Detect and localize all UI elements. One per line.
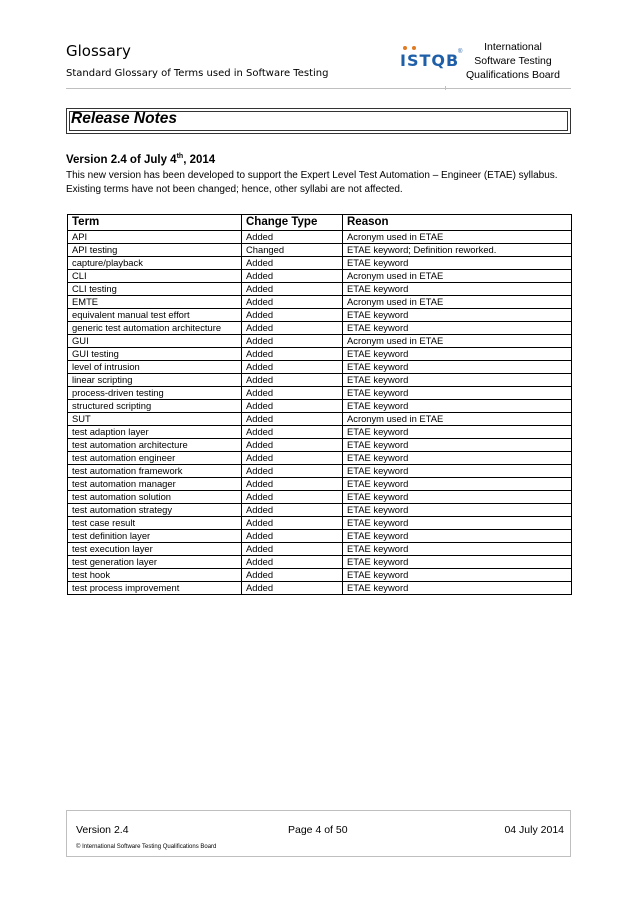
table-row xyxy=(68,322,572,335)
cell-term: test case result xyxy=(68,517,242,530)
org-name xyxy=(455,40,571,82)
footer-date: 04 July 2014 xyxy=(504,824,564,836)
cell-term: level of intrusion xyxy=(68,361,242,374)
logo-registered-mark: ® xyxy=(458,49,463,55)
cell-change-type: Added xyxy=(242,582,343,595)
cell-reason: Acronym used in ETAE xyxy=(343,231,572,244)
header-divider xyxy=(66,88,571,89)
release-notes-table xyxy=(67,214,572,595)
header-subtitle: Standard Glossary of Terms used in Software Testing xyxy=(66,68,329,79)
cell-reason: ETAE keyword xyxy=(343,530,572,543)
footer-version: Version 2.4 xyxy=(76,824,129,836)
footer-page-number: Page 4 of 50 xyxy=(288,824,348,836)
cell-reason: ETAE keyword xyxy=(343,309,572,322)
table-row xyxy=(68,361,572,374)
table-row xyxy=(68,556,572,569)
cell-change-type: Added xyxy=(242,387,343,400)
cell-reason: ETAE keyword xyxy=(343,257,572,270)
footer xyxy=(66,810,571,857)
table-row xyxy=(68,465,572,478)
cell-reason: ETAE keyword xyxy=(343,465,572,478)
cell-term: CLI xyxy=(68,270,242,283)
footer-copyright: © International Software Testing Qualifications Board xyxy=(76,844,217,850)
cell-change-type: Added xyxy=(242,504,343,517)
version-heading-prefix: Version 2.4 of July 4 xyxy=(66,153,177,166)
cell-reason: ETAE keyword xyxy=(343,491,572,504)
cell-reason: ETAE keyword xyxy=(343,582,572,595)
org-line: Qualifications Board xyxy=(466,69,560,81)
version-heading-suffix: , 2014 xyxy=(183,153,216,166)
cell-term: API testing xyxy=(68,244,242,257)
table-row xyxy=(68,452,572,465)
org-line: Software Testing xyxy=(474,55,552,67)
cell-change-type: Added xyxy=(242,322,343,335)
cell-reason: ETAE keyword xyxy=(343,543,572,556)
cell-change-type: Added xyxy=(242,257,343,270)
table-row xyxy=(68,283,572,296)
table-header-row xyxy=(68,215,572,231)
table-row xyxy=(68,543,572,556)
cell-reason: Acronym used in ETAE xyxy=(343,335,572,348)
table-row xyxy=(68,244,572,257)
cell-change-type: Added xyxy=(242,426,343,439)
cell-change-type: Added xyxy=(242,465,343,478)
cell-reason: ETAE keyword xyxy=(343,426,572,439)
cell-term: test adaption layer xyxy=(68,426,242,439)
cell-reason: ETAE keyword xyxy=(343,478,572,491)
version-heading-sup: th xyxy=(176,153,184,160)
cell-term: capture/playback xyxy=(68,257,242,270)
cell-term: SUT xyxy=(68,413,242,426)
table-body xyxy=(68,231,572,595)
column-header-reason: Reason xyxy=(343,215,572,231)
logo-wordmark: ISTQB xyxy=(400,51,460,70)
cell-reason: ETAE keyword xyxy=(343,504,572,517)
cell-change-type: Added xyxy=(242,413,343,426)
table-row xyxy=(68,413,572,426)
cell-reason: Acronym used in ETAE xyxy=(343,296,572,309)
cell-change-type: Added xyxy=(242,335,343,348)
cell-change-type: Added xyxy=(242,556,343,569)
table-row xyxy=(68,231,572,244)
table-row xyxy=(68,504,572,517)
cell-reason: Acronym used in ETAE xyxy=(343,413,572,426)
cell-term: process-driven testing xyxy=(68,387,242,400)
cell-term: test automation strategy xyxy=(68,504,242,517)
cell-change-type: Added xyxy=(242,309,343,322)
cell-term: test process improvement xyxy=(68,582,242,595)
cell-change-type: Added xyxy=(242,439,343,452)
cell-reason: ETAE keyword xyxy=(343,361,572,374)
cell-term: equivalent manual test effort xyxy=(68,309,242,322)
table-row xyxy=(68,517,572,530)
cell-reason: ETAE keyword xyxy=(343,556,572,569)
version-heading xyxy=(66,153,215,166)
cell-term: test execution layer xyxy=(68,543,242,556)
cell-change-type: Added xyxy=(242,543,343,556)
section-title: Release Notes xyxy=(71,110,177,127)
cell-change-type: Added xyxy=(242,270,343,283)
cell-term: test generation layer xyxy=(68,556,242,569)
cell-change-type: Added xyxy=(242,231,343,244)
release-notes-table-wrap xyxy=(67,214,571,595)
cell-change-type: Added xyxy=(242,569,343,582)
cell-term: GUI testing xyxy=(68,348,242,361)
cell-change-type: Added xyxy=(242,374,343,387)
cell-change-type: Added xyxy=(242,361,343,374)
table-row xyxy=(68,439,572,452)
table-row xyxy=(68,309,572,322)
cell-reason: ETAE keyword xyxy=(343,517,572,530)
cell-term: test automation manager xyxy=(68,478,242,491)
cell-term: test automation engineer xyxy=(68,452,242,465)
cell-reason: ETAE keyword xyxy=(343,283,572,296)
table-row xyxy=(68,582,572,595)
cell-term: EMTE xyxy=(68,296,242,309)
table-row xyxy=(68,491,572,504)
cell-change-type: Added xyxy=(242,283,343,296)
header-tick xyxy=(445,86,446,90)
table-row xyxy=(68,530,572,543)
cell-term: linear scripting xyxy=(68,374,242,387)
cell-reason: ETAE keyword; Definition reworked. xyxy=(343,244,572,257)
cell-reason: Acronym used in ETAE xyxy=(343,270,572,283)
cell-change-type: Added xyxy=(242,452,343,465)
table-row xyxy=(68,296,572,309)
cell-change-type: Changed xyxy=(242,244,343,257)
cell-reason: ETAE keyword xyxy=(343,439,572,452)
cell-term: generic test automation architecture xyxy=(68,322,242,335)
table-row xyxy=(68,478,572,491)
cell-reason: ETAE keyword xyxy=(343,400,572,413)
cell-change-type: Added xyxy=(242,530,343,543)
cell-term: API xyxy=(68,231,242,244)
table-row xyxy=(68,257,572,270)
cell-term: test automation architecture xyxy=(68,439,242,452)
cell-term: test hook xyxy=(68,569,242,582)
cell-reason: ETAE keyword xyxy=(343,322,572,335)
column-header-term: Term xyxy=(68,215,242,231)
cell-term: GUI xyxy=(68,335,242,348)
cell-term: test automation solution xyxy=(68,491,242,504)
cell-reason: ETAE keyword xyxy=(343,452,572,465)
cell-change-type: Added xyxy=(242,517,343,530)
intro-paragraph: This new version has been developed to support the Expert Level Test Automation – Engineer (ETAE) syllabus. Existing terms have not been changed; hence, other syllabi are not affected. xyxy=(66,170,558,195)
cell-change-type: Added xyxy=(242,491,343,504)
table-row xyxy=(68,270,572,283)
cell-reason: ETAE keyword xyxy=(343,348,572,361)
table-row xyxy=(68,335,572,348)
header-title: Glossary xyxy=(66,42,131,60)
cell-term: test automation framework xyxy=(68,465,242,478)
cell-change-type: Added xyxy=(242,296,343,309)
logo-dot-icon xyxy=(403,46,407,50)
cell-reason: ETAE keyword xyxy=(343,569,572,582)
cell-reason: ETAE keyword xyxy=(343,387,572,400)
logo-dot-icon xyxy=(412,46,416,50)
table-row xyxy=(68,348,572,361)
column-header-change-type: Change Type xyxy=(242,215,343,231)
table-row xyxy=(68,387,572,400)
cell-change-type: Added xyxy=(242,348,343,361)
cell-reason: ETAE keyword xyxy=(343,374,572,387)
cell-change-type: Added xyxy=(242,400,343,413)
table-row xyxy=(68,374,572,387)
table-row xyxy=(68,426,572,439)
table-row xyxy=(68,400,572,413)
table-row xyxy=(68,569,572,582)
cell-term: test definition layer xyxy=(68,530,242,543)
org-line: International xyxy=(484,41,542,53)
cell-term: CLI testing xyxy=(68,283,242,296)
section-heading-box xyxy=(66,108,571,134)
cell-change-type: Added xyxy=(242,478,343,491)
cell-term: structured scripting xyxy=(68,400,242,413)
